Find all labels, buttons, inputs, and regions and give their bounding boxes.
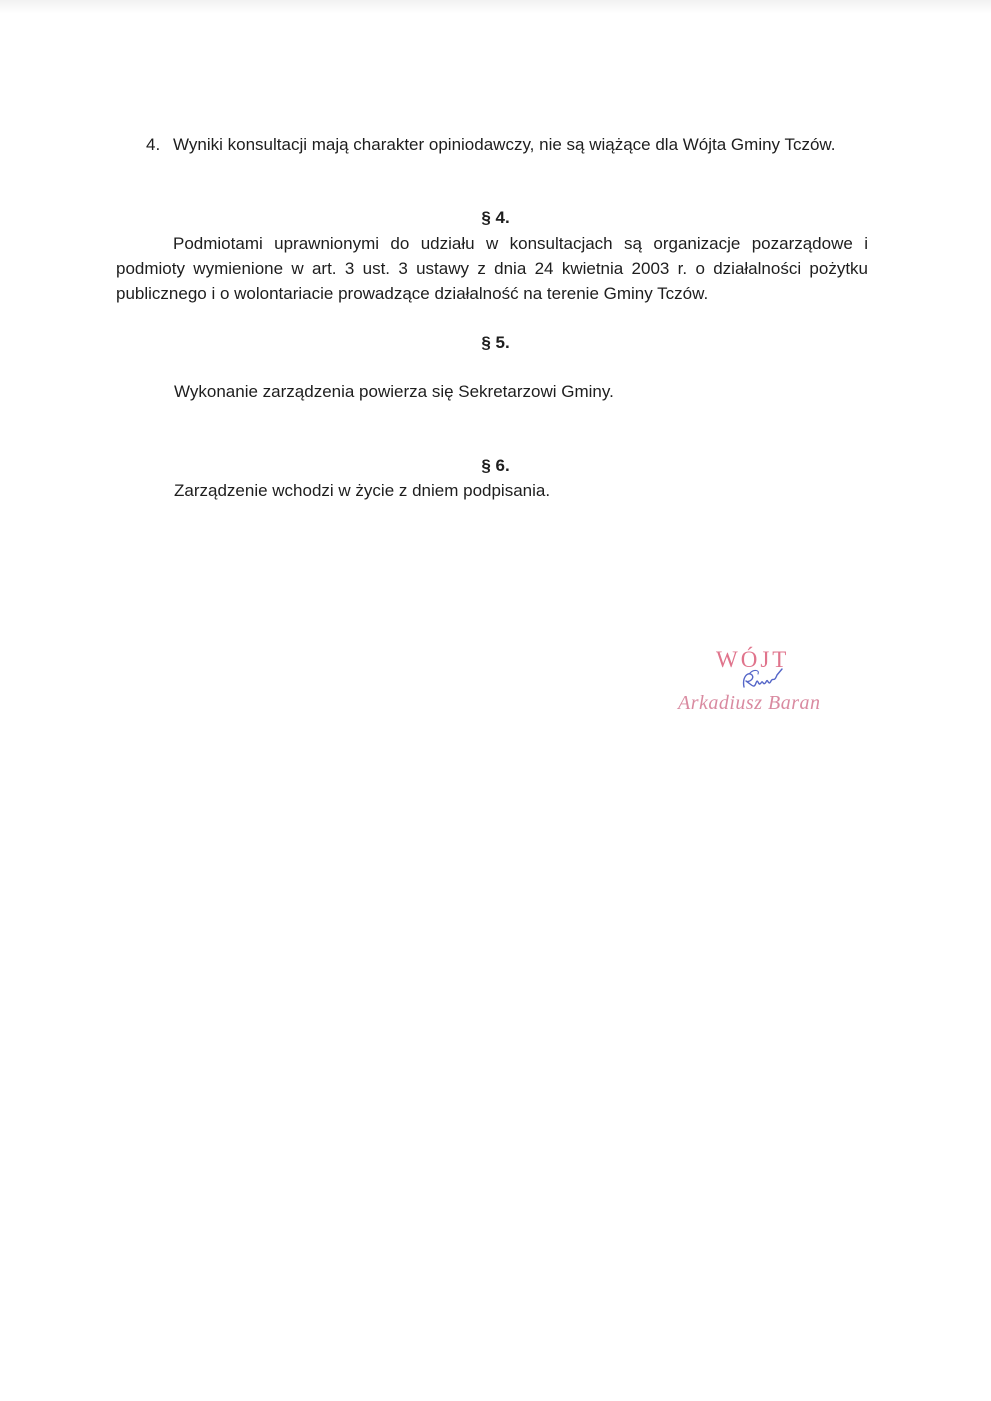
stamp-name: Arkadiusz Baran [678, 692, 821, 714]
list-item-number: 4. [146, 135, 161, 154]
section-6-text: Zarządzenie wchodzi w życie z dniem podpisania. [174, 481, 551, 500]
section-5-text: Wykonanie zarządzenia powierza się Sekretarzowi Gminy. [174, 382, 614, 401]
official-stamp [660, 645, 860, 725]
handwritten-signature [730, 665, 792, 695]
section-heading-4: § 4. [481, 208, 510, 227]
list-item-text: Wyniki konsultacji mają charakter opiniodawczy, nie są wiążące dla Wójta Gminy Tczów. [173, 135, 836, 154]
list-item-4 [146, 132, 868, 157]
stamp-title: WÓJT [716, 647, 790, 672]
section-heading-5: § 5. [481, 333, 510, 352]
section-heading-6: § 6. [481, 456, 510, 475]
section-4-text: Podmiotami uprawnionymi do udziału w konsultacjach są organizacje pozarządowe i podmioty wymienione w art. 3 ust. 3 ustawy z dnia 24 kwietnia 2003 r. o działalności pożytku publicznego i o wolontariacie prowadzące działalność na terenie Gminy Tczów. [116, 234, 868, 303]
